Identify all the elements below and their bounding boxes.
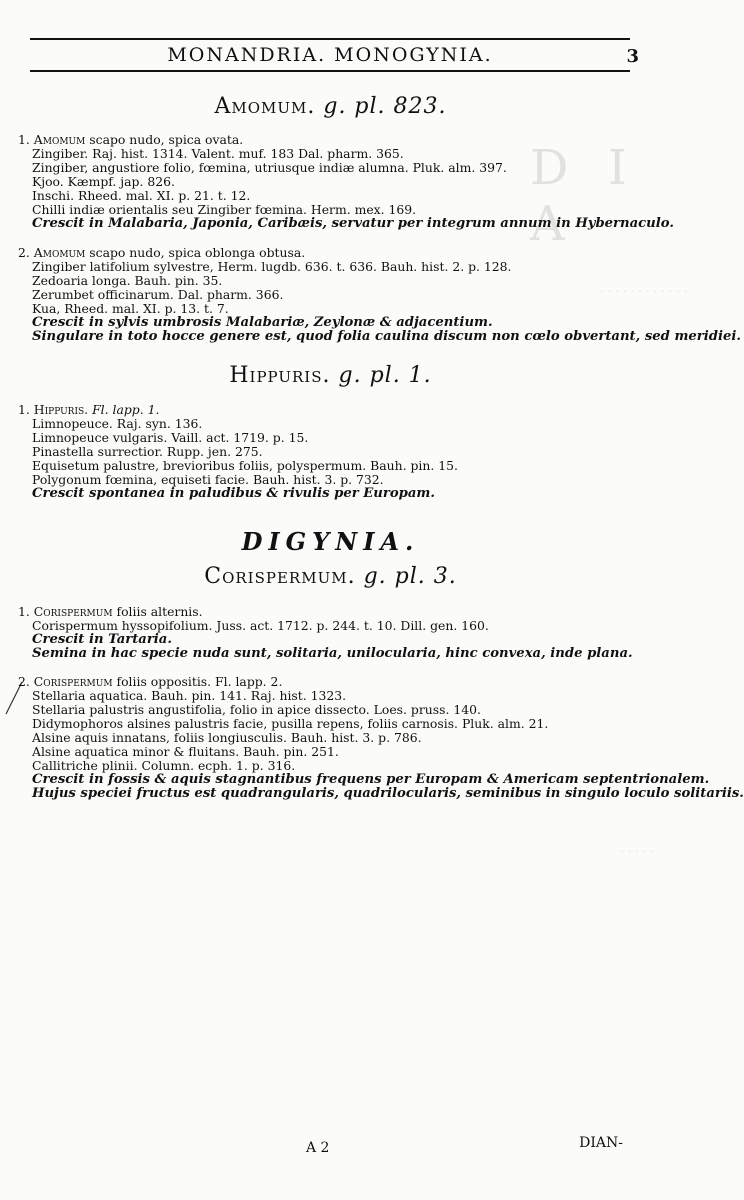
synonym-line: Zedoaria longa. Bauh. pin. 35. bbox=[32, 273, 223, 288]
header-rule-top bbox=[30, 38, 630, 40]
running-head: MONANDRIA. MONOGYNIA. bbox=[167, 44, 493, 66]
observation-note: Singulare in toto hocce genere est, quod folia caulina discum non cœlo obvertant, sed meridiei. bbox=[32, 329, 741, 344]
signature-mark: A 2 bbox=[306, 1140, 330, 1156]
synonym-line: Alsine aquatica minor & fluitans. Bauh. pin. 251. bbox=[32, 744, 339, 759]
synonym-line: Zingiber, angustiore folio, fœmina, utriusque indiæ alumna. Pluk. alm. 397. bbox=[32, 160, 507, 175]
genus-name: Amomum. bbox=[214, 94, 316, 119]
species-diagnosis: 2. Amomum scapo nudo, spica oblonga obtusa. bbox=[18, 245, 306, 260]
synonym-line: Corispermum hyssopifolium. Juss. act. 1712. p. 244. t. 10. Dill. gen. 160. bbox=[32, 618, 489, 633]
observation-note: Semina in hac specie nuda sunt, solitaria, unilocularia, hinc convexa, inde plana. bbox=[32, 646, 633, 661]
synonym-line: Stellaria palustris angustifolia, folio in apice dissecto. Loes. pruss. 140. bbox=[32, 702, 481, 717]
species-diagnosis: 1. Hippuris. Fl. lapp. 1. bbox=[18, 402, 160, 417]
synonym-line: Alsine aquis innatans, foliis longiusculis. Bauh. hist. 3. p. 786. bbox=[32, 730, 422, 745]
species-diagnosis: 1. Amomum scapo nudo, spica ovata. bbox=[18, 132, 244, 147]
synonym-line: Polygonum fœmina, equiseti facie. Bauh. hist. 3. p. 732. bbox=[32, 472, 384, 487]
genus-title-hippuris bbox=[0, 363, 661, 388]
species-corispermum-2 bbox=[18, 674, 744, 801]
synonym-line: Inschi. Rheed. mal. XI. p. 21. t. 12. bbox=[32, 188, 251, 203]
genus-name: Hippuris. bbox=[229, 363, 331, 388]
species-amomum-2 bbox=[18, 245, 741, 344]
synonym-line: Stellaria aquatica. Bauh. pin. 141. Raj. hist. 1323. bbox=[32, 688, 347, 703]
genus-title-corispermum bbox=[0, 564, 661, 589]
show-through-text: . . . . . . . . . . . . bbox=[600, 281, 688, 295]
synonym-line: Limnopeuce. Raj. syn. 136. bbox=[32, 416, 203, 431]
habitat-note: Crescit in fossis & aquis stagnantibus frequens per Europam & Americam septentrionalem. bbox=[32, 772, 710, 787]
habitat-note: Crescit in Tartaria. bbox=[32, 632, 172, 647]
genus-reference: g. pl. 3. bbox=[363, 564, 457, 589]
genus-reference: g. pl. 1. bbox=[338, 363, 432, 388]
species-corispermum-1 bbox=[18, 605, 638, 661]
habitat-note: Crescit spontanea in paludibus & rivulis per Europam. bbox=[32, 486, 435, 501]
species-amomum-1 bbox=[18, 132, 674, 231]
header-rule-bottom bbox=[30, 70, 630, 72]
genus-name: Corispermum. bbox=[204, 564, 356, 589]
synonym-line: Callitriche plinii. Column. ecph. 1. p. 316. bbox=[32, 758, 296, 773]
synonym-line: Equisetum palustre, brevioribus foliis, polyspermum. Bauh. pin. 15. bbox=[32, 458, 458, 473]
show-through-text: . . . . . bbox=[620, 841, 655, 855]
synonym-line: Pinastella surrectior. Rupp. jen. 275. bbox=[32, 444, 263, 459]
genus-reference: g. pl. 823. bbox=[323, 94, 447, 119]
synonym-line: Kua, Rheed. mal. XI. p. 13. t. 7. bbox=[32, 301, 229, 316]
synonym-line: Zerumbet officinarum. Dal. pharm. 366. bbox=[32, 287, 284, 302]
synonym-line: Didymophoros alsines palustris facie, pusilla repens, foliis carnosis. Pluk. alm. 21. bbox=[32, 716, 549, 731]
species-diagnosis: 1. Corispermum foliis alternis. bbox=[18, 604, 203, 619]
synonym-line: Zingiber. Raj. hist. 1314. Valent. muf. 183 Dal. pharm. 365. bbox=[32, 146, 404, 161]
synonym-line: Zingiber latifolium sylvestre, Herm. lugdb. 636. t. 636. Bauh. hist. 2. p. 128. bbox=[32, 259, 512, 274]
synonym-line: Chilli indiæ orientalis seu Zingiber fœmina. Herm. mex. 169. bbox=[32, 202, 417, 217]
synonym-line: Limnopeuce vulgaris. Vaill. act. 1719. p. 15. bbox=[32, 430, 309, 445]
page-number: 3 bbox=[626, 46, 639, 67]
genus-title-amomum bbox=[0, 94, 661, 119]
species-diagnosis: 2. Corispermum foliis oppositis. Fl. lapp. 2. bbox=[18, 674, 283, 689]
show-through-text: D I A bbox=[530, 140, 639, 252]
catchword: DIAN- bbox=[579, 1135, 623, 1151]
synonym-line: Kjoo. Kæmpf. jap. 826. bbox=[32, 174, 175, 189]
species-hippuris-1 bbox=[18, 403, 638, 501]
observation-note: Hujus speciei fructus est quadrangularis, quadrilocularis, seminibus in singulo loculo solitariis. bbox=[32, 786, 744, 801]
habitat-note: Crescit in sylvis umbrosis Malabariæ, Zeylonæ & adjacentium. bbox=[32, 315, 493, 330]
section-title-digynia: DIGYNIA. bbox=[241, 527, 420, 556]
habitat-note: Crescit in Malabaria, Japonia, Caribæis, servatur per integrum annum in Hybernaculo. bbox=[32, 216, 674, 231]
